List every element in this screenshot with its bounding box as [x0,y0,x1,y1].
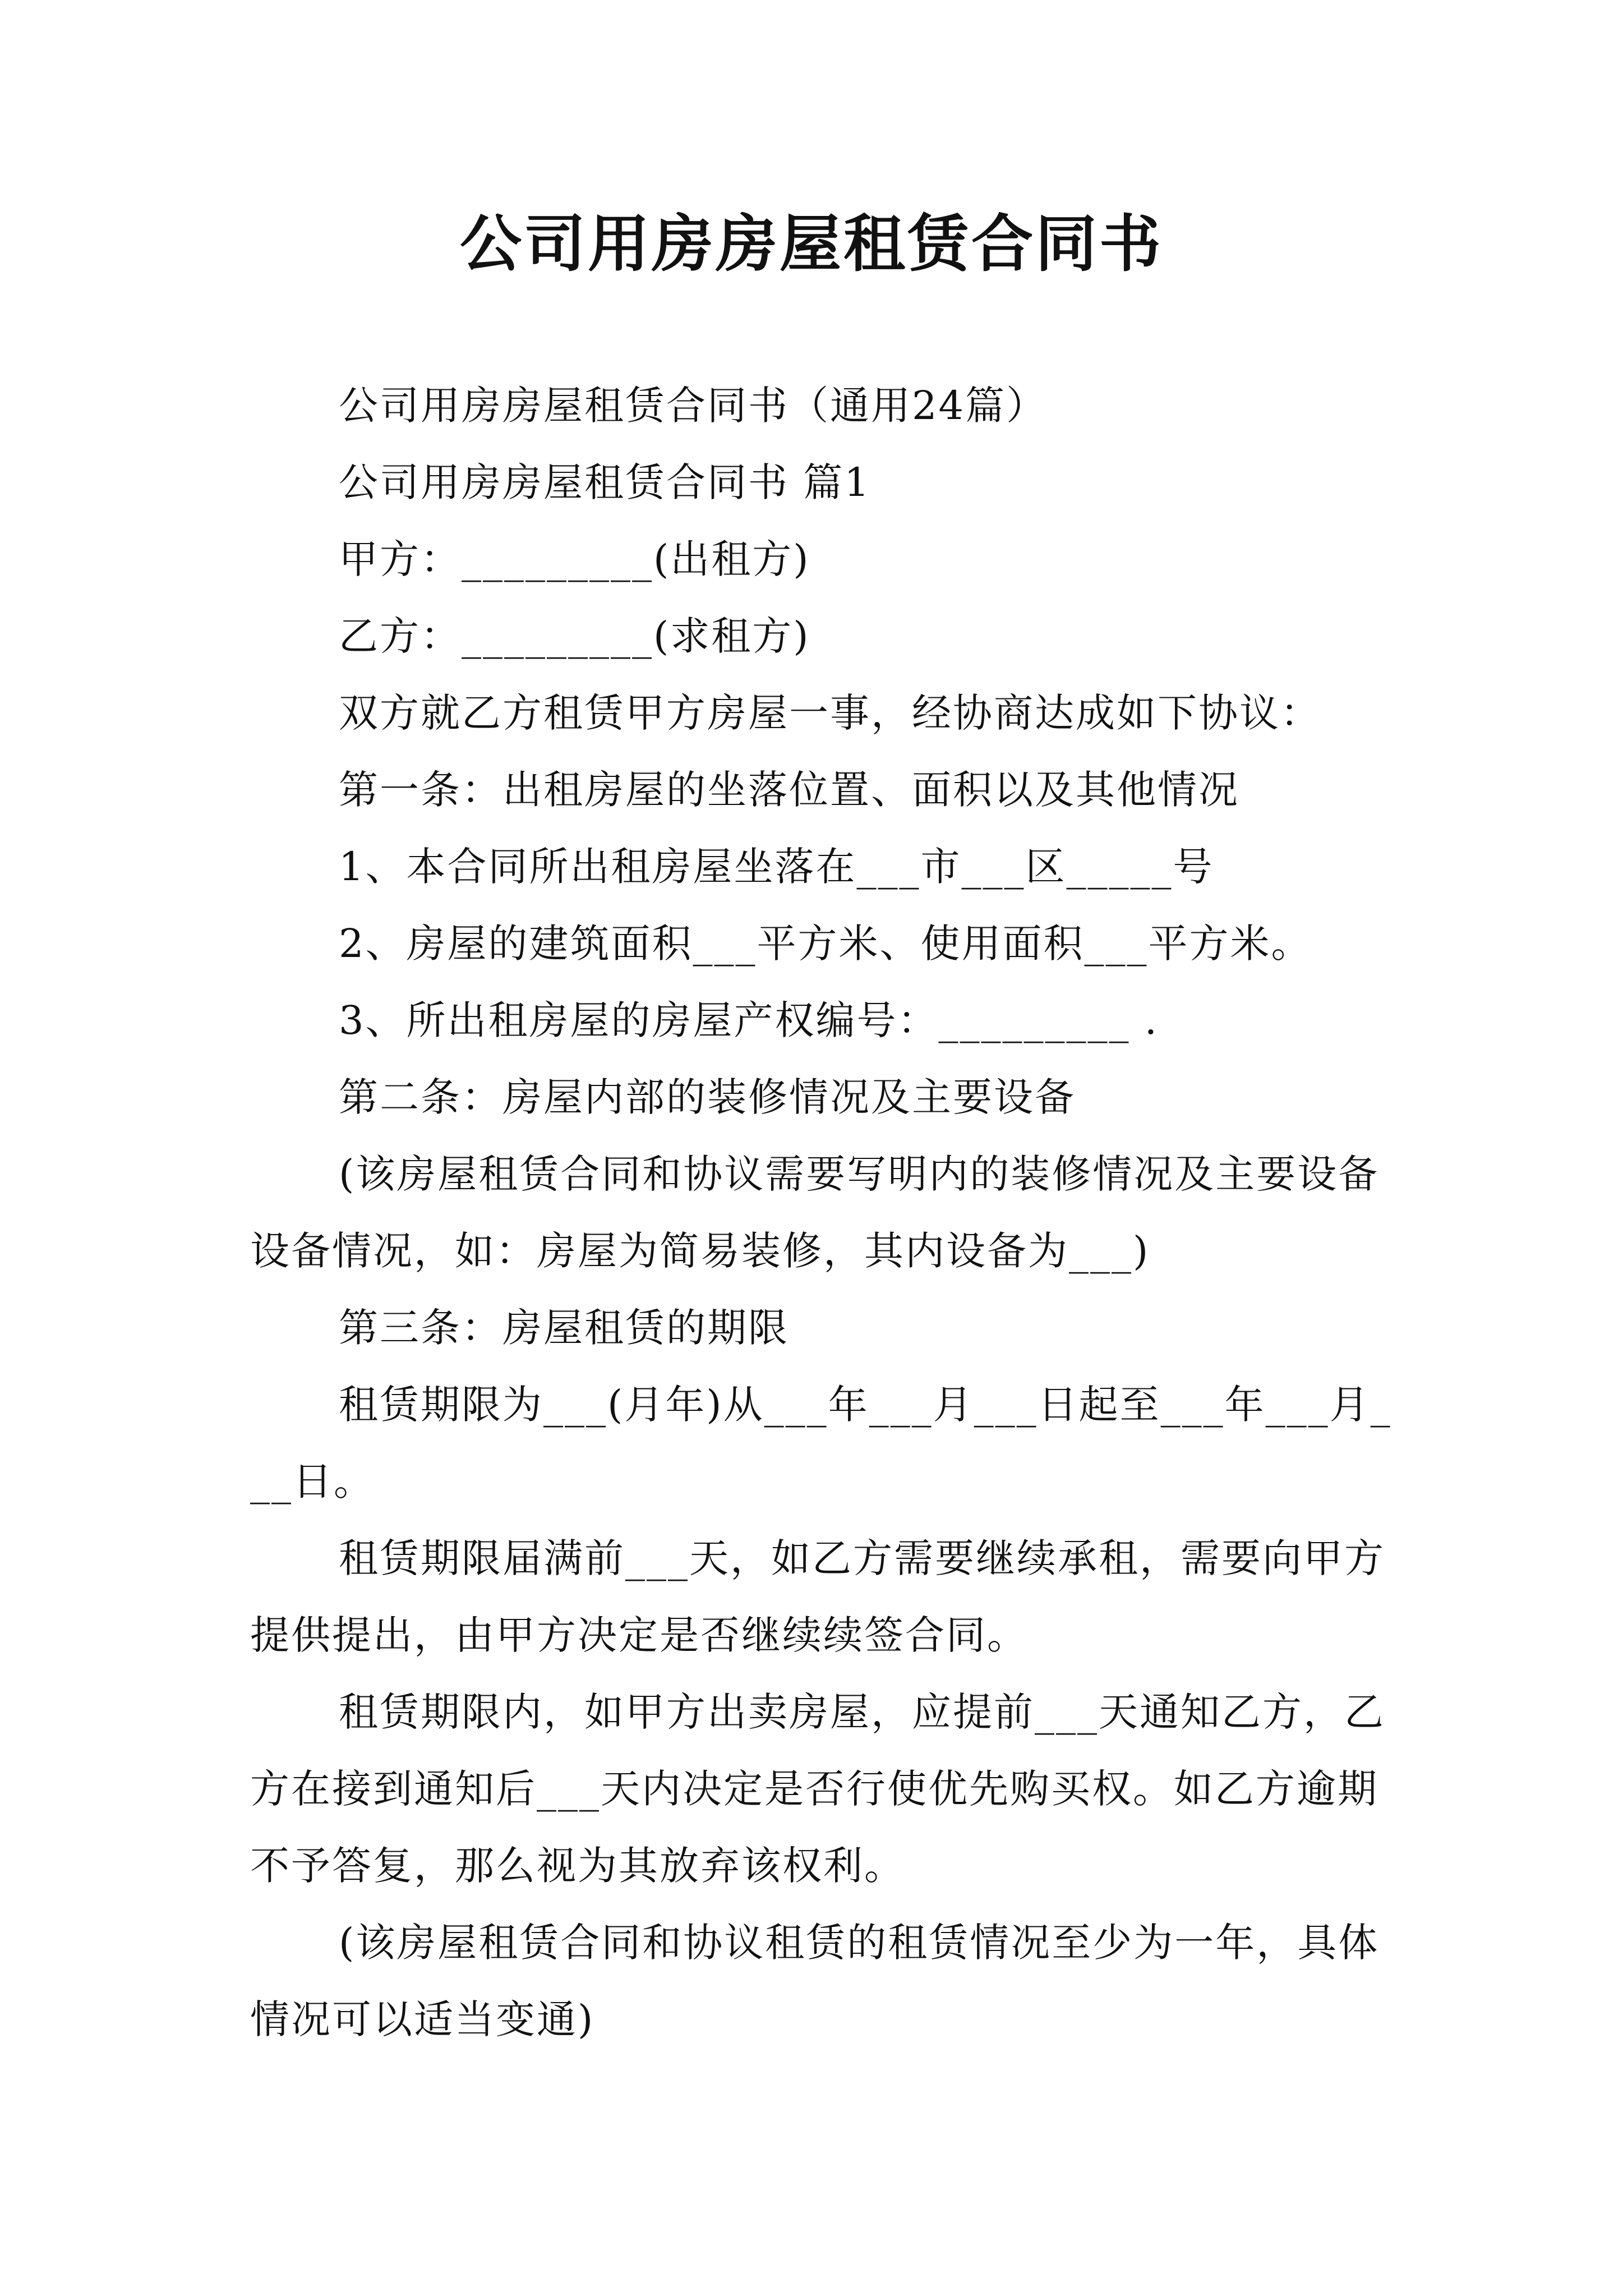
paragraph-renewal: 租赁期限届满前___天，如乙方需要继续承租，需要向甲方提供提出，由甲方决定是否继续续签合同。 [250,1535,1385,1658]
paragraph-article-3: 第三条：房屋租赁的期限 [339,1305,789,1351]
paragraph-subtitle: 公司用房房屋租赁合同书（通用24篇） [339,383,1048,429]
paragraph-party-a: 甲方：_________(出租方) [339,536,810,582]
paragraph-agreement-intro: 双方就乙方租赁甲方房屋一事，经协商达成如下协议： [339,690,1321,736]
paragraph-decoration-note: (该房屋租赁合同和协议需要写明内的装修情况及主要设备设备情况，如：房屋为简易装修，其内设备为___) [250,1151,1380,1274]
paragraph-priority-purchase: 租赁期限内，如甲方出卖房屋，应提前___天通知乙方，乙方在接到通知后___天内决定是否行使优先购买权。如乙方逾期不予答复，那么视为其放弃该权利。 [250,1689,1385,1889]
paragraph-section-heading: 公司用房房屋租赁合同书 篇1 [339,459,871,505]
paragraph-lease-term: 租赁期限为___(月年)从___年___月___日起至___年___月___日。 [250,1382,1392,1504]
paragraph-article-1: 第一条：出租房屋的坐落位置、面积以及其他情况 [339,767,1239,813]
paragraph-item-2: 2、房屋的建筑面积___平方米、使用面积___平方米。 [339,921,1312,967]
paragraph-item-1: 1、本合同所出租房屋坐落在___市___区_____号 [339,844,1214,890]
document-body [250,367,1405,2058]
paragraph-article-2: 第二条：房屋内部的装修情况及主要设备 [339,1074,1076,1120]
document-title: 公司用房房屋租赁合同书 [460,208,1163,280]
paragraph-lease-note: (该房屋租赁合同和协议租赁的租赁情况至少为一年，具体情况可以适当变通) [250,1920,1380,2042]
paragraph-item-3: 3、所出租房屋的房屋产权编号：_________ . [339,997,1159,1043]
paragraph-party-b: 乙方：_________(求租方) [339,613,810,659]
